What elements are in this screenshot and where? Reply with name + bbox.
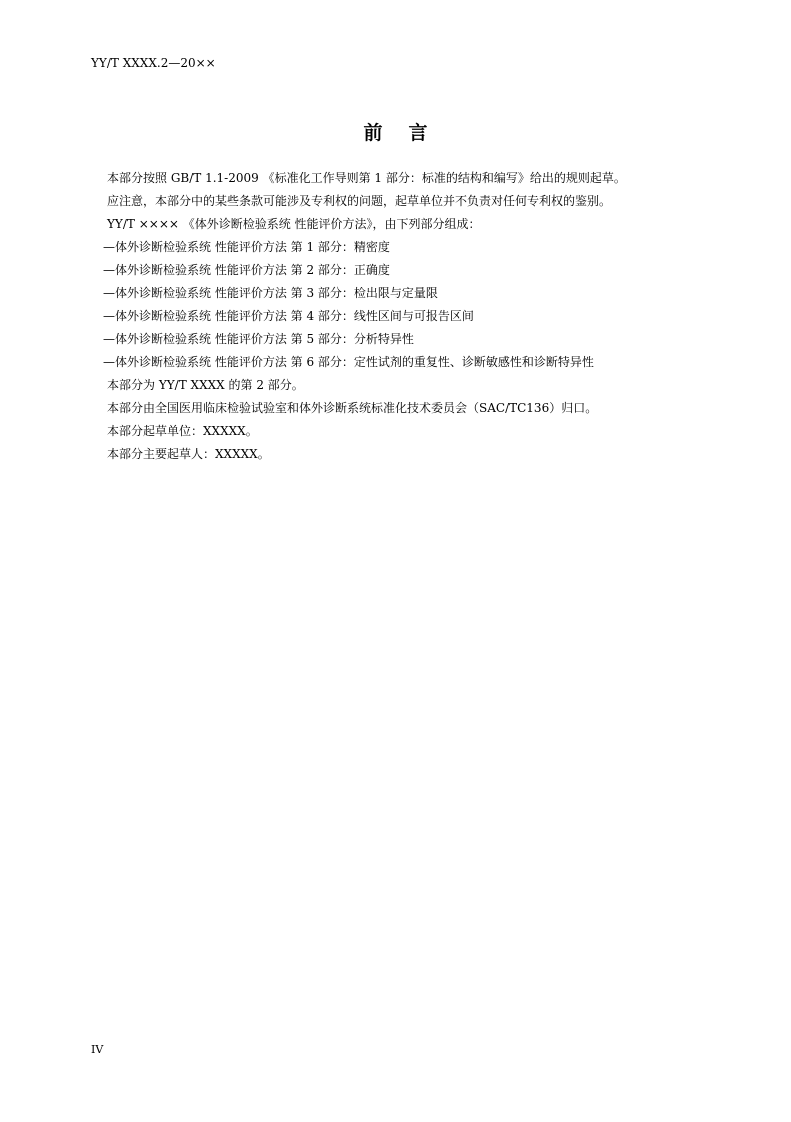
list-item-part-5: —体外诊断检验系统 性能评价方法 第 5 部分：分析特异性 [103, 332, 414, 346]
paragraph-committee: 本部分由全国医用临床检验试验室和体外诊断系统标准化技术委员会（SAC/TC136）归口。 [107, 401, 598, 415]
paragraph-series-intro: YY/T ×××× 《体外诊断检验系统 性能评价方法》，由下列部分组成： [107, 217, 481, 231]
page-number: IV [91, 1043, 104, 1056]
paragraph-drafting-unit: 本部分起草单位：XXXXX。 [107, 424, 258, 438]
paragraph-patent-notice: 应注意，本部分中的某些条款可能涉及专利权的问题，起草单位并不负责对任何专利权的鉴别。 [107, 194, 612, 208]
page-title: 前言 [363, 122, 454, 144]
paragraph-part-statement: 本部分为 YY/T XXXX 的第 2 部分。 [107, 378, 304, 392]
list-item-part-2: —体外诊断检验系统 性能评价方法 第 2 部分：正确度 [103, 263, 390, 277]
list-item-part-3: —体外诊断检验系统 性能评价方法 第 3 部分：检出限与定量限 [103, 286, 438, 300]
list-item-part-1: —体外诊断检验系统 性能评价方法 第 1 部分：精密度 [103, 240, 390, 254]
list-item-part-6: —体外诊断检验系统 性能评价方法 第 6 部分：定性试剂的重复性、诊断敏感性和诊断特异性 [103, 355, 594, 369]
paragraph-drafting-rules: 本部分按照 GB/T 1.1-2009 《标准化工作导则第 1 部分：标准的结构和编写》给出的规则起草。 [107, 171, 626, 185]
list-item-part-4: —体外诊断检验系统 性能评价方法 第 4 部分：线性区间与可报告区间 [103, 309, 474, 323]
paragraph-drafters: 本部分主要起草人：XXXXX。 [107, 447, 270, 461]
header-code: YY/T XXXX.2—20×× [91, 56, 216, 70]
